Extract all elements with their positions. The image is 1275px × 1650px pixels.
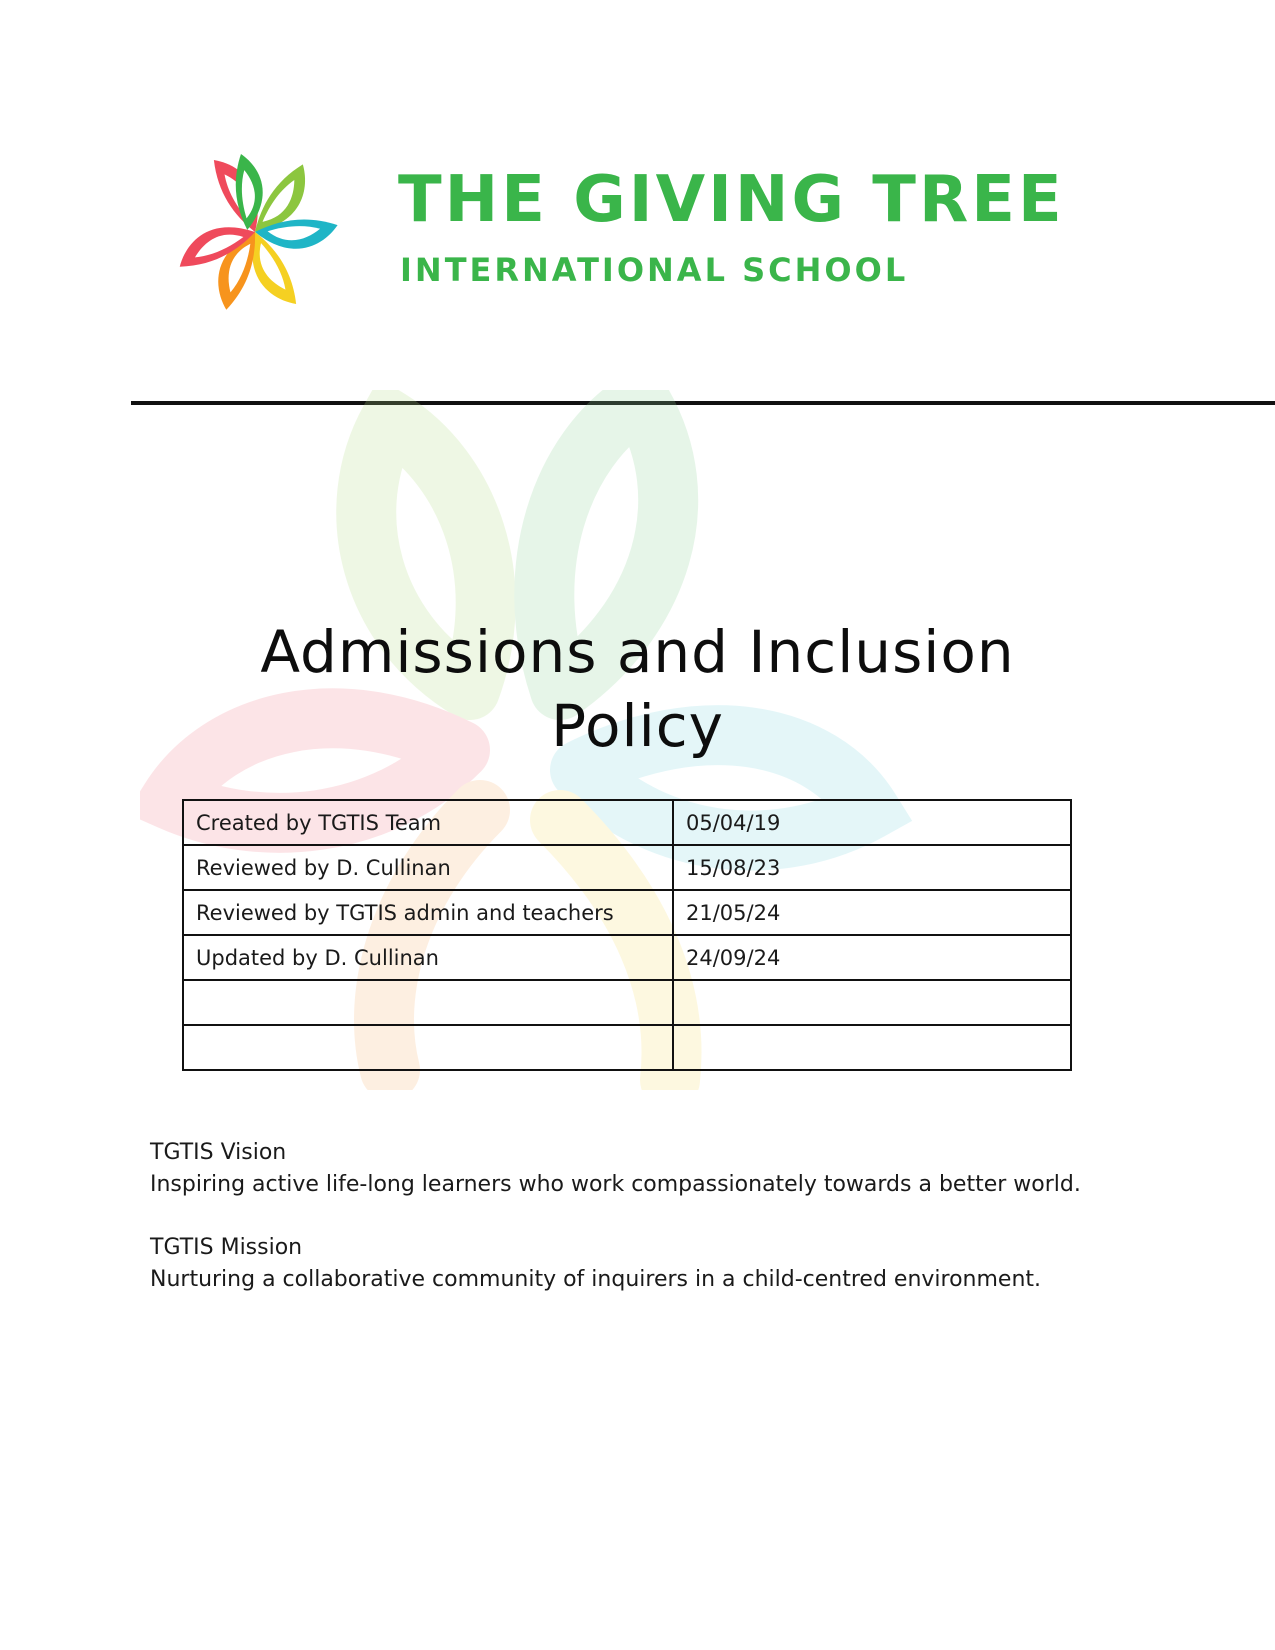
table-row	[183, 1025, 1071, 1070]
leaf-flower-logo-icon	[140, 140, 370, 320]
table-row	[183, 845, 1071, 890]
revision-date: 15/08/23	[673, 845, 1071, 890]
vision-heading: TGTIS Vision	[150, 1140, 287, 1165]
table-row	[183, 800, 1071, 845]
revision-description	[183, 980, 673, 1025]
revision-description: Reviewed by TGTIS admin and teachers	[183, 890, 673, 935]
revision-description: Reviewed by D. Cullinan	[183, 845, 673, 890]
revision-description: Created by TGTIS Team	[183, 800, 673, 845]
revision-description: Updated by D. Cullinan	[183, 935, 673, 980]
table-row	[183, 890, 1071, 935]
revision-date: 24/09/24	[673, 935, 1071, 980]
revision-description	[183, 1025, 673, 1070]
document-title	[140, 615, 1135, 763]
revision-date: 05/04/19	[673, 800, 1071, 845]
school-subtitle: INTERNATIONAL SCHOOL	[400, 251, 909, 289]
revision-date	[673, 980, 1071, 1025]
table-row	[183, 935, 1071, 980]
mission-heading: TGTIS Mission	[150, 1235, 303, 1260]
mission-section	[150, 1232, 1041, 1296]
vision-text: Inspiring active life-long learners who work compassionately towards a better world.	[150, 1172, 1081, 1197]
document-title-line-2: Policy	[551, 692, 724, 760]
document-title-line-1: Admissions and Inclusion	[260, 618, 1015, 686]
table-row	[183, 980, 1071, 1025]
mission-text: Nurturing a collaborative community of inquirers in a child-centred environment.	[150, 1267, 1042, 1292]
school-logo	[140, 140, 1100, 320]
vision-section	[150, 1137, 1081, 1201]
revision-date	[673, 1025, 1071, 1070]
revision-history-table	[182, 799, 1072, 1071]
revision-date: 21/05/24	[673, 890, 1071, 935]
school-name: THE GIVING TREE	[398, 163, 1065, 237]
